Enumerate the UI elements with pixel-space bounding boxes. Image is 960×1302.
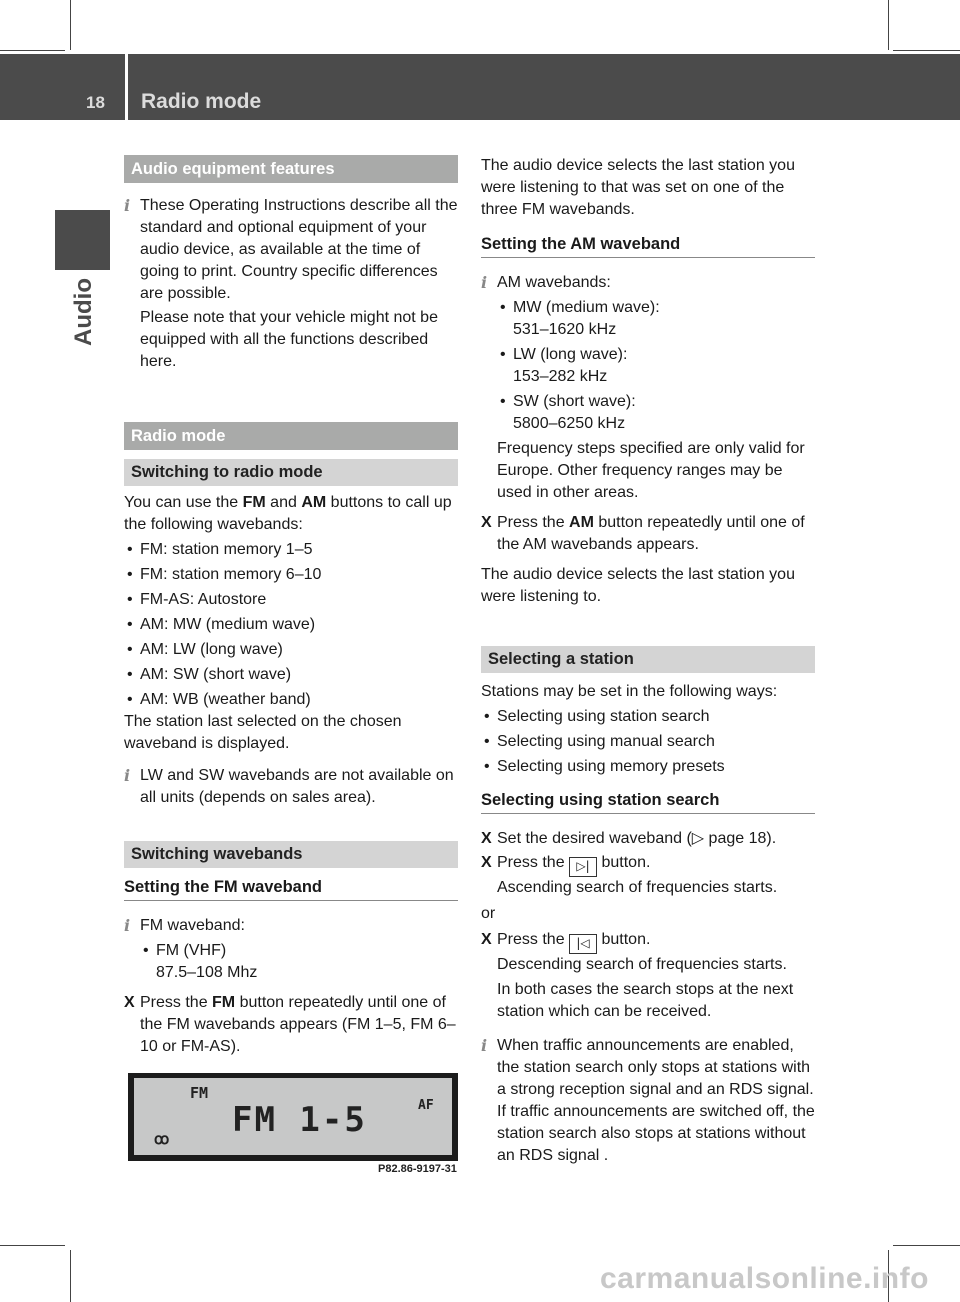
body-text: or bbox=[481, 905, 496, 922]
watermark: carmanualsonline.info bbox=[600, 1262, 929, 1295]
list-item: • FM (VHF) bbox=[143, 942, 227, 959]
next-button-icon: ▷| bbox=[569, 857, 597, 877]
display-main-text: FM 1-5 bbox=[232, 1100, 367, 1140]
list-item: • LW (long wave): bbox=[500, 346, 628, 363]
list-item: • AM: MW (medium wave) bbox=[127, 616, 316, 633]
body-text: Stations may be set in the following ways: bbox=[481, 683, 778, 700]
list-item: • FM: station memory 6–10 bbox=[127, 566, 322, 583]
step-marker-icon: X bbox=[481, 514, 492, 531]
crop-mark bbox=[0, 1245, 65, 1246]
info-icon: i bbox=[481, 273, 488, 292]
radio-display-image bbox=[128, 1073, 458, 1161]
step-marker-icon: X bbox=[481, 854, 492, 871]
list-item-sub: 531–1620 kHz bbox=[513, 321, 617, 338]
info-note bbox=[124, 195, 458, 373]
left-column bbox=[124, 155, 458, 1058]
body-text: The audio device selects the last station you were listening to that was set on one of the three FM wavebands. bbox=[481, 157, 795, 218]
instruction-step: X Press the FM button repeatedly until one of the FM wavebands appears (FM 1–5, FM 6–10 or FM-AS). bbox=[124, 994, 456, 1055]
method-list bbox=[481, 706, 815, 778]
crop-mark bbox=[70, 1250, 71, 1302]
info-text: When traffic announcements are enabled, the station search only stops at stations with a strong reception signal and an RDS signal. If traffic announcements are switched off, the station search also stops at stations without an RDS signal . bbox=[497, 1037, 815, 1164]
stereo-icon: ꝏ bbox=[154, 1131, 170, 1148]
info-text: These Operating Instructions describe all the standard and optional equipment of your audio device, as available at the time of going to print. Country specific differences are possible. bbox=[140, 197, 458, 302]
list-item: • SW (short wave): bbox=[500, 393, 636, 410]
subheading-am-waveband: Setting the AM waveband bbox=[481, 233, 815, 258]
list-item: • FM: station memory 1–5 bbox=[127, 541, 313, 558]
subheading-fm-waveband: Setting the FM waveband bbox=[124, 876, 458, 901]
list-item-sub: 87.5–108 Mhz bbox=[156, 964, 258, 981]
step-marker-icon: X bbox=[481, 830, 492, 847]
info-text: AM wavebands: bbox=[497, 274, 611, 291]
list-item: • MW (medium wave): bbox=[500, 299, 660, 316]
subheading-station-search: Selecting using station search bbox=[481, 789, 815, 814]
page-title: Radio mode bbox=[141, 90, 262, 113]
crop-mark bbox=[893, 1245, 960, 1246]
list-item: • Selecting using station search bbox=[484, 708, 710, 725]
list-item: • AM: SW (short wave) bbox=[127, 666, 292, 683]
instruction-step: X Press the |◁ button. Descending search of frequencies starts. In both cases the search stops at the next station which can be received. bbox=[481, 931, 794, 1020]
body-text: The station last selected on the chosen waveband is displayed. bbox=[124, 713, 402, 752]
right-column bbox=[481, 155, 815, 1167]
crop-mark bbox=[70, 0, 71, 50]
list-item: • AM: LW (long wave) bbox=[127, 641, 283, 658]
prev-button-icon: |◁ bbox=[569, 934, 597, 954]
waveband-list bbox=[124, 539, 458, 711]
list-item-sub: 153–282 kHz bbox=[513, 368, 608, 385]
body-text: You can use the FM and AM buttons to call up the following wavebands: bbox=[124, 494, 452, 533]
info-text: FM waveband: bbox=[140, 917, 245, 934]
instruction-step: X Press the AM button repeatedly until one of the AM wavebands appears. bbox=[481, 514, 805, 553]
step-marker-icon: X bbox=[481, 931, 492, 948]
section-heading-selecting-station: Selecting a station bbox=[481, 646, 815, 673]
section-heading-switching-radio: Switching to radio mode bbox=[124, 459, 458, 486]
list-item: • FM-AS: Autostore bbox=[127, 591, 267, 608]
info-note bbox=[124, 765, 458, 809]
section-heading-radio-mode: Radio mode bbox=[124, 422, 458, 450]
info-text: Frequency steps specified are only valid for Europe. Other frequency ranges may be used in other areas. bbox=[497, 440, 805, 501]
display-band-label: FM bbox=[190, 1084, 209, 1102]
list-item: • AM: WB (weather band) bbox=[127, 691, 311, 708]
crop-mark bbox=[0, 50, 65, 51]
instruction-step: X Press the ▷| button. Ascending search of frequencies starts. bbox=[481, 854, 778, 896]
info-text: LW and SW wavebands are not available on all units (depends on sales area). bbox=[140, 767, 454, 806]
info-icon: i bbox=[124, 766, 131, 785]
info-note bbox=[481, 1035, 815, 1167]
info-icon: i bbox=[124, 916, 131, 935]
section-heading-switching-wavebands: Switching wavebands bbox=[124, 841, 458, 868]
list-item: • Selecting using manual search bbox=[484, 733, 715, 750]
crop-mark bbox=[893, 50, 960, 51]
page-number: 18 bbox=[86, 93, 105, 112]
info-note bbox=[481, 272, 815, 504]
display-af-label: AF bbox=[418, 1098, 434, 1113]
info-icon: i bbox=[124, 196, 131, 215]
info-note bbox=[124, 915, 458, 984]
body-text: The audio device selects the last station you were listening to. bbox=[481, 566, 795, 605]
display-screen bbox=[134, 1078, 452, 1155]
section-heading-audio-equipment: Audio equipment features bbox=[124, 155, 458, 183]
crop-mark bbox=[888, 0, 889, 50]
figure-caption: P82.86-9197-31 bbox=[378, 1163, 457, 1175]
header-separator bbox=[125, 54, 128, 120]
list-item-sub: 5800–6250 kHz bbox=[513, 415, 626, 432]
instruction-step: X Set the desired waveband (▷ page 18). bbox=[481, 828, 815, 850]
side-tab-block bbox=[55, 210, 110, 270]
list-item: • Selecting using memory presets bbox=[484, 758, 725, 775]
step-marker-icon: X bbox=[124, 994, 135, 1011]
side-tab-label: Audio bbox=[70, 278, 97, 346]
info-icon: i bbox=[481, 1036, 488, 1055]
info-text: Please note that your vehicle might not be equipped with all the functions described here. bbox=[140, 309, 438, 370]
